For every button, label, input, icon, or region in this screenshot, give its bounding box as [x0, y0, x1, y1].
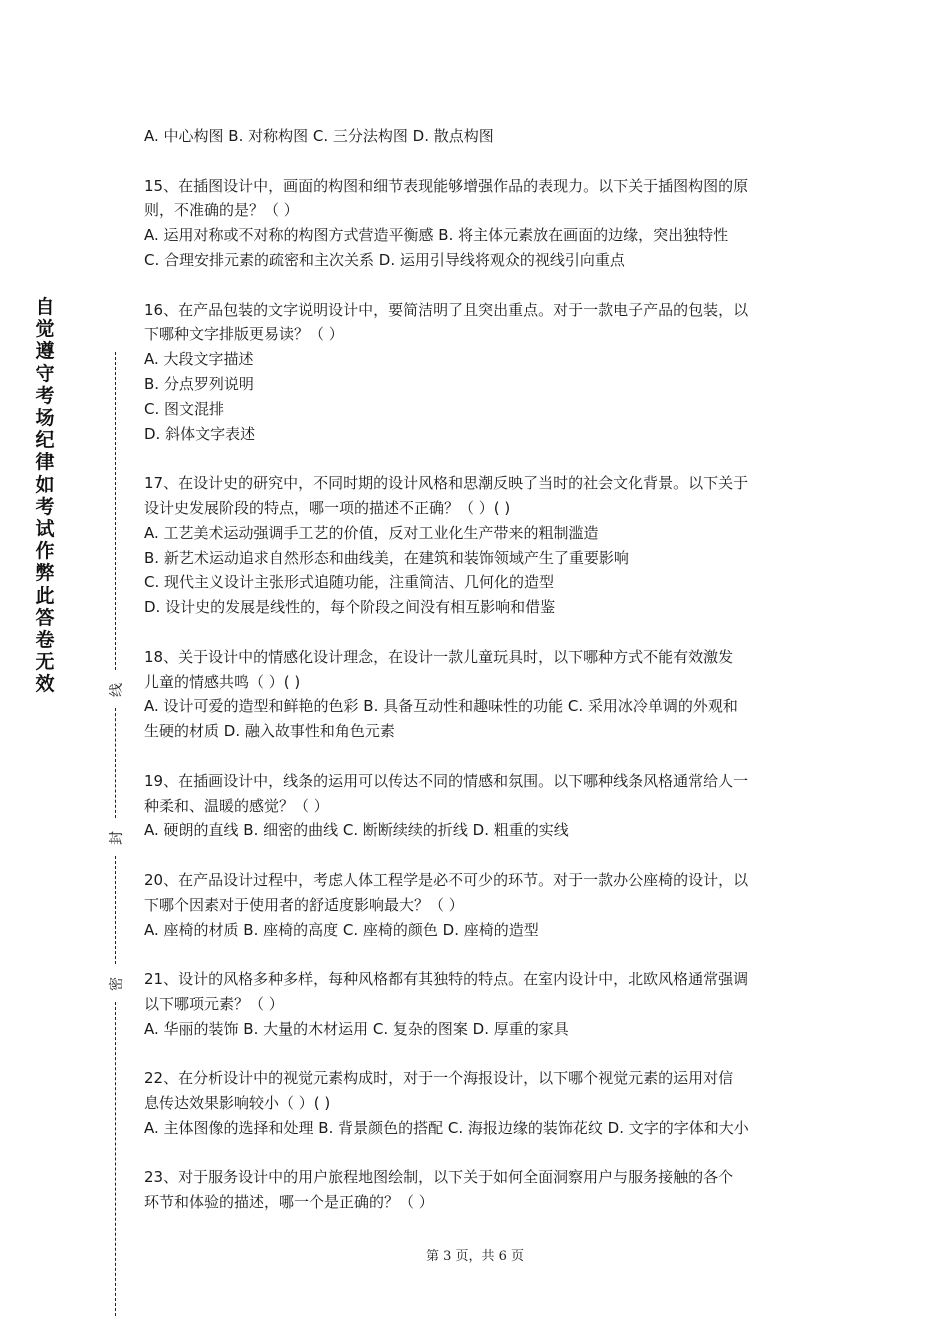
question-22 — [144, 1066, 809, 1140]
question-stem: 16、在产品包装的文字说明设计中，要简洁明了且突出重点。对于一款电子产品的包装，以 — [144, 300, 749, 319]
question-option: A. 华丽的装饰 B. 大量的木材运用 C. 复杂的图案 D. 厚重的家具 — [144, 1019, 569, 1038]
question-option: C. 现代主义设计主张形式追随功能，注重简洁、几何化的造型 — [144, 573, 555, 592]
question-19 — [144, 769, 809, 843]
seal-char-mi: 密 — [106, 974, 126, 994]
question-option: A. 主体图像的选择和处理 B. 背景颜色的搭配 C. 海报边缘的装饰花纹 D. 文字的字体和大小 — [144, 1118, 749, 1137]
question-stem: 21、设计的风格多种多样，每种风格都有其独特的特点。在室内设计中，北欧风格通常强调 — [144, 970, 749, 989]
question-stem: 17、在设计史的研究中，不同时期的设计风格和思潮反映了当时的社会文化背景。以下关于 — [144, 474, 749, 493]
question-stem: 15、在插图设计中，画面的构图和细节表现能够增强作品的表现力。以下关于插图构图的原 — [144, 176, 749, 195]
question-stem: 22、在分析设计中的视觉元素构成时，对于一个海报设计，以下哪个视觉元素的运用对信 — [144, 1069, 734, 1088]
question-stem: 18、关于设计中的情感化设计理念，在设计一款儿童玩具时，以下哪种方式不能有效激发 — [144, 647, 734, 666]
question-option: A. 座椅的材质 B. 座椅的高度 C. 座椅的颜色 D. 座椅的造型 — [144, 920, 539, 939]
top-options: A. 中心构图 B. 对称构图 C. 三分法构图 D. 散点构图 — [144, 127, 494, 145]
question-stem: 以下哪项元素？（ ） — [144, 994, 284, 1013]
question-option: D. 设计史的发展是线性的，每个阶段之间没有相互影响和借鉴 — [144, 598, 556, 617]
question-stem: 种柔和、温暖的感觉？（ ） — [144, 796, 329, 815]
seal-char-feng: 封 — [106, 828, 126, 848]
seal-dashed-line — [115, 1002, 116, 1316]
question-stem: 息传达效果影响较小（ ）( ) — [144, 1094, 331, 1113]
question-content — [144, 124, 809, 1215]
question-18 — [144, 645, 809, 744]
question-stem: 23、对于服务设计中的用户旅程地图绘制，以下关于如何全面洞察用户与服务接触的各个 — [144, 1168, 734, 1187]
question-stem: 下哪种文字排版更易读？（ ） — [144, 325, 344, 344]
question-stem: 儿童的情感共鸣（ ）( ) — [144, 672, 301, 691]
question-option: B. 新艺术运动追求自然形态和曲线美，在建筑和装饰领域产生了重要影响 — [144, 548, 629, 567]
question-stem: 设计史发展阶段的特点，哪一项的描述不正确？（ ）( ) — [144, 498, 511, 517]
question-option: A. 硬朗的直线 B. 细密的曲线 C. 断断续续的折线 D. 粗重的实线 — [144, 821, 569, 840]
question-option: D. 斜体文字表述 — [144, 424, 256, 443]
question-option: C. 合理安排元素的疏密和主次关系 D. 运用引导线将观众的视线引向重点 — [144, 250, 625, 269]
question-stem: 下哪个因素对于使用者的舒适度影响最大？（ ） — [144, 895, 464, 914]
seal-dashed-line — [115, 856, 116, 964]
question-stem: 19、在插画设计中，线条的运用可以传达不同的情感和氛围。以下哪种线条风格通常给人一 — [144, 771, 749, 790]
question-15 — [144, 174, 809, 273]
question-option: A. 运用对称或不对称的构图方式营造平衡感 B. 将主体元素放在画面的边缘，突出独特性 — [144, 226, 729, 245]
question-21 — [144, 967, 809, 1041]
question-stem: 20、在产品设计过程中，考虑人体工程学是必不可少的环节。对于一款办公座椅的设计，以 — [144, 870, 749, 889]
seal-dashed-line — [115, 352, 116, 670]
question-option: B. 分点罗列说明 — [144, 374, 254, 393]
seal-char-xian: 线 — [106, 680, 126, 700]
margin-notice: 自觉遵守考场纪律如考试作弊此答卷无效 — [35, 296, 55, 696]
question-option: C. 图文混排 — [144, 399, 225, 418]
question-option: 生硬的材质 D. 融入故事性和角色元素 — [144, 722, 395, 741]
question-17 — [144, 471, 809, 620]
question-16 — [144, 298, 809, 447]
seal-dashed-line — [115, 708, 116, 818]
question-option: A. 设计可爱的造型和鲜艳的色彩 B. 具备互动性和趣味性的功能 C. 采用冰冷单调的外观和 — [144, 697, 738, 716]
question-20 — [144, 868, 809, 942]
question-stem: 环节和体验的描述，哪一个是正确的？（ ） — [144, 1193, 434, 1212]
question-stem: 则，不准确的是？（ ） — [144, 201, 299, 220]
question-option: A. 工艺美术运动强调手工艺的价值，反对工业化生产带来的粗制滥造 — [144, 523, 599, 542]
question-23 — [144, 1165, 809, 1215]
question-option: A. 大段文字描述 — [144, 350, 254, 369]
page-footer: 第 3 页，共 6 页 — [425, 1249, 525, 1264]
